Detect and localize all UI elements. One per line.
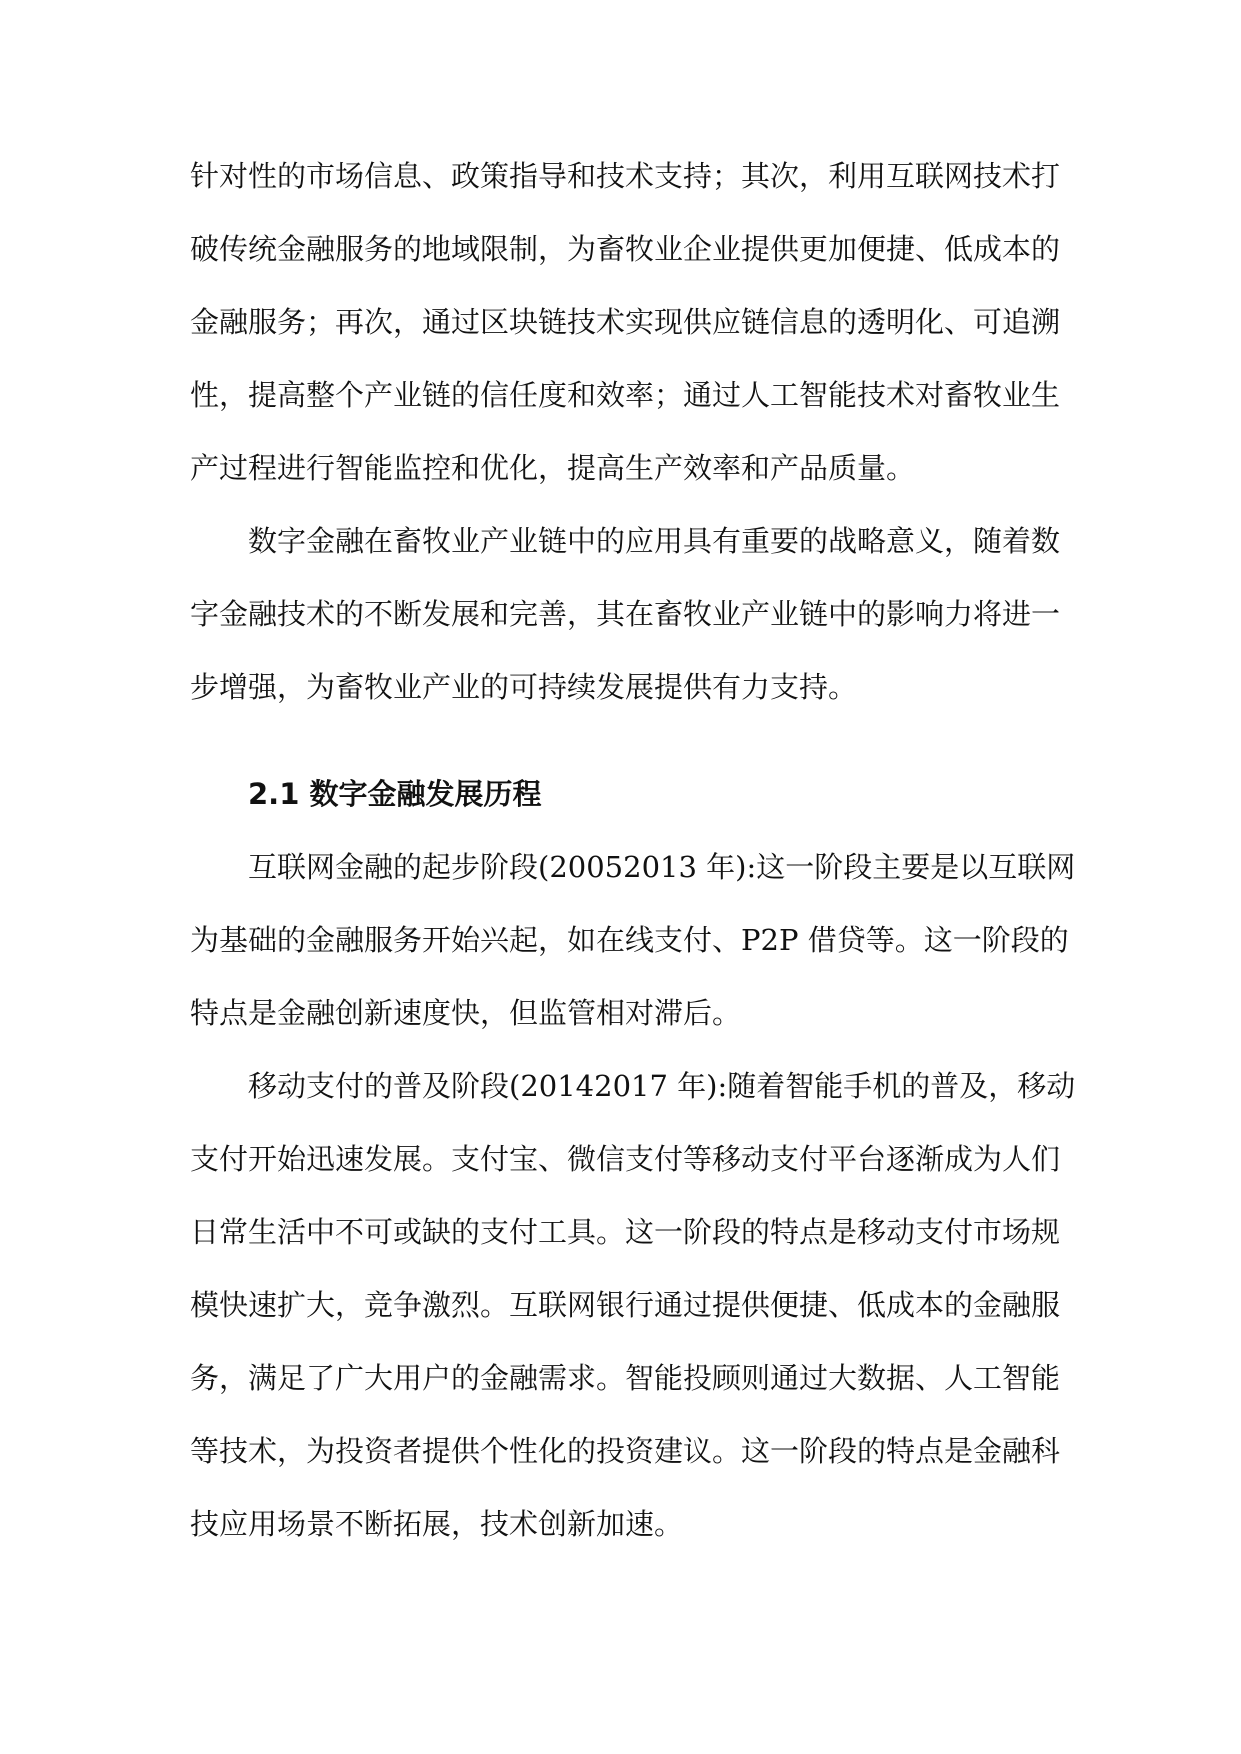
text-line: 等技术，为投资者提供个性化的投资建议。这一阶段的特点是金融科 (190, 1434, 1061, 1468)
section-heading: 2.1 数字金融发展历程 (248, 777, 542, 811)
text-line: 特点是金融创新速度快，但监管相对滞后。 (190, 996, 742, 1030)
text-line: 模快速扩大，竞争激烈。互联网银行通过提供便捷、低成本的金融服 (190, 1288, 1061, 1322)
text-line: 移动支付的普及阶段(20142017 年):随着智能手机的普及，移动 (248, 1069, 1076, 1103)
paragraph-2 (190, 505, 1061, 724)
text-line: 互联网金融的起步阶段(20052013 年):这一阶段主要是以互联网 (248, 850, 1076, 884)
text-line: 针对性的市场信息、政策指导和技术支持；其次，利用互联网技术打 (190, 159, 1061, 193)
document-body (190, 140, 1076, 1561)
text-line: 日常生活中不可或缺的支付工具。这一阶段的特点是移动支付市场规 (190, 1215, 1061, 1249)
text-line: 产过程进行智能监控和优化，提高生产效率和产品质量。 (190, 451, 916, 485)
text-line: 金融服务；再次，通过区块链技术实现供应链信息的透明化、可追溯 (190, 305, 1061, 339)
text-line: 性，提高整个产业链的信任度和效率；通过人工智能技术对畜牧业生 (190, 378, 1061, 412)
text-line: 支付开始迅速发展。支付宝、微信支付等移动支付平台逐渐成为人们 (190, 1142, 1061, 1176)
paragraph-4 (190, 1050, 1076, 1561)
text-line: 字金融技术的不断发展和完善，其在畜牧业产业链中的影响力将进一 (190, 597, 1061, 631)
text-line: 步增强，为畜牧业产业的可持续发展提供有力支持。 (190, 670, 858, 704)
paragraph-1 (190, 140, 1061, 505)
text-line: 技应用场景不断拓展，技术创新加速。 (190, 1507, 684, 1541)
text-line: 数字金融在畜牧业产业链中的应用具有重要的战略意义，随着数 (248, 524, 1061, 558)
text-line: 为基础的金融服务开始兴起，如在线支付、P2P 借贷等。这一阶段的 (190, 923, 1069, 957)
text-line: 破传统金融服务的地域限制，为畜牧业企业提供更加便捷、低成本的 (190, 232, 1061, 266)
text-line: 务，满足了广大用户的金融需求。智能投顾则通过大数据、人工智能 (190, 1361, 1061, 1395)
paragraph-3 (190, 831, 1076, 1050)
